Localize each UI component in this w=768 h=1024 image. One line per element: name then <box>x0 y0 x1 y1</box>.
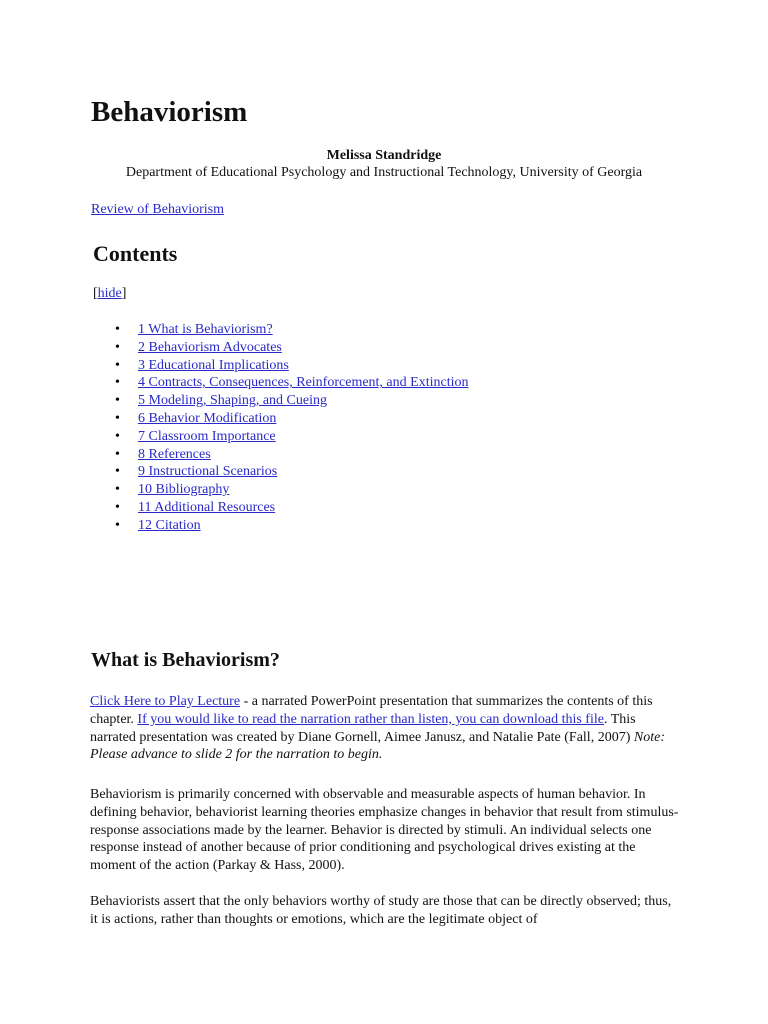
bullet-icon: • <box>115 428 120 444</box>
bullet-icon: • <box>115 482 120 498</box>
bullet-icon: • <box>115 499 120 515</box>
toc-item <box>115 446 468 464</box>
toc-link-behaviorism-advocates[interactable]: 2 Behaviorism Advocates <box>138 339 282 355</box>
toc-link-additional-resources[interactable]: 11 Additional Resources <box>138 499 276 515</box>
body-paragraph: Behaviorists assert that the only behaviors worthy of study are those that can be directly observed; thus, it is actions, rather than thoughts or emotions, which are the legitimate object of <box>90 894 672 927</box>
body-paragraph: Behaviorism is primarily concerned with observable and measurable aspects of human behavior. In defining behavior, behaviorist learning theories emphasize changes in behavior that result from stimulus-response associations made by the learner. Behavior is directed by stimuli. An individual selects one response instead of another because of prior conditioning and psychological drives existing at the moment of the action (Parkay & Hass, 2000). <box>90 787 679 874</box>
toc-item <box>115 357 468 375</box>
toc-item <box>115 392 468 410</box>
bullet-icon: • <box>115 517 120 533</box>
toc-item <box>115 374 469 392</box>
bullet-icon: • <box>115 464 120 480</box>
toc-link-contracts-consequences[interactable]: 4 Contracts, Consequences, Reinforcement, and Extinction <box>138 375 469 391</box>
page-title: Behaviorism <box>91 96 248 128</box>
toc-link-what-is-behaviorism[interactable]: 1 What is Behaviorism? <box>138 322 273 337</box>
toc-item <box>115 517 468 535</box>
lecture-description: - a narrated PowerPoint presentation that summarizes the contents of this chapter. <box>90 694 653 727</box>
toc-link-classroom-importance[interactable]: 7 Classroom Importance <box>138 428 276 444</box>
lecture-paragraph <box>90 693 680 764</box>
toc-item <box>115 339 468 357</box>
toc-item <box>115 463 468 481</box>
play-lecture-link[interactable]: Click Here to Play Lecture <box>90 694 241 709</box>
bullet-icon: • <box>115 339 120 355</box>
table-of-contents <box>115 321 469 535</box>
toc-link-behavior-modification[interactable]: 6 Behavior Modification <box>138 410 277 426</box>
toc-toggle <box>93 285 126 303</box>
bullet-icon: • <box>115 375 120 391</box>
toc-toggle-open-bracket: [ <box>93 286 98 301</box>
section-heading-what-is-behaviorism: What is Behaviorism? <box>91 649 280 671</box>
lecture-credits: . This narrated presentation was created by Diane Gornell, Aimee Janusz, and Natalie Pate (Fall, 2007) <box>90 711 636 745</box>
toc-item <box>115 428 468 446</box>
toc-item <box>115 499 468 517</box>
bullet-icon: • <box>115 322 120 337</box>
toc-item <box>115 321 468 339</box>
toc-link-educational-implications[interactable]: 3 Educational Implications <box>138 357 289 373</box>
toc-link-bibliography[interactable]: 10 Bibliography <box>138 482 230 498</box>
download-narration-link[interactable]: If you would like to read the narration rather than listen, you can download this file <box>137 711 604 727</box>
bullet-icon: • <box>115 446 120 462</box>
toc-toggle-close-bracket: ] <box>121 286 127 301</box>
toc-link-modeling-shaping-cueing[interactable]: 5 Modeling, Shaping, and Cueing <box>138 393 327 409</box>
hide-contents-link[interactable]: hide <box>97 286 122 301</box>
toc-item <box>115 481 468 499</box>
lecture-note: Note: Please advance to slide 2 for the narration to begin. <box>90 729 665 763</box>
contents-heading: Contents <box>93 241 178 266</box>
review-of-behaviorism-link[interactable]: Review of Behaviorism <box>91 202 224 217</box>
bullet-icon: • <box>115 410 120 426</box>
bullet-icon: • <box>115 357 120 373</box>
author-name: Melissa Standridge <box>326 148 442 163</box>
toc-item <box>115 410 468 428</box>
toc-link-references[interactable]: 8 References <box>138 446 211 462</box>
toc-link-citation[interactable]: 12 Citation <box>138 517 201 533</box>
toc-link-instructional-scenarios[interactable]: 9 Instructional Scenarios <box>138 464 278 480</box>
bullet-icon: • <box>115 393 120 409</box>
author-affiliation: Department of Educational Psychology and Instructional Technology, University of Georgia <box>125 165 643 180</box>
